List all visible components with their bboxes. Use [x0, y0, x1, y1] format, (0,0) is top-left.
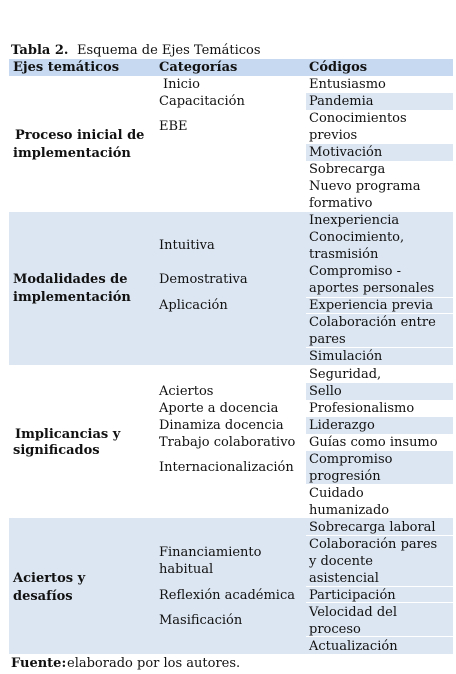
- codigo-item: previos: [309, 128, 358, 143]
- eje-label: Implicancias y: [15, 427, 121, 442]
- codigo-item: Entusiasmo: [309, 77, 386, 92]
- categoria-item: Inicio: [163, 77, 200, 92]
- codigo-item: Sobrecarga laboral: [309, 520, 436, 535]
- table-caption-title: Esquema de Ejes Temáticos: [77, 43, 261, 58]
- categoria-item: Aciertos: [159, 384, 214, 399]
- eje-label: Aciertos y: [13, 571, 86, 586]
- categoria-item: Trabajo colaborativo: [159, 435, 296, 450]
- codigo-item: pares: [309, 332, 346, 347]
- codigo-item: Pandemia: [309, 94, 374, 109]
- categoria-item: Capacitación: [159, 94, 245, 109]
- codigo-item: Sobrecarga: [309, 162, 386, 177]
- eje-label: Modalidades de: [13, 272, 128, 287]
- categoria-item: habitual: [159, 562, 214, 577]
- codigo-item: Motivación: [309, 145, 383, 160]
- categoria-item: Internacionalización: [159, 460, 294, 475]
- categoria-item: Masificación: [159, 613, 243, 628]
- categoria-item: Financiamiento: [159, 545, 262, 560]
- codigo-item: progresión: [309, 469, 381, 484]
- codigo-item: Velocidad del: [309, 605, 398, 620]
- categoria-item: EBE: [159, 119, 188, 134]
- codigo-item: proceso: [309, 622, 361, 637]
- codigo-item: Liderazgo: [309, 418, 375, 433]
- codigo-item: Conocimiento,: [309, 230, 405, 245]
- eje-label: implementación: [13, 146, 131, 161]
- codigo-item: Compromiso: [309, 452, 393, 467]
- codigo-item: Actualización: [309, 639, 398, 654]
- codigo-item: Simulación: [309, 349, 383, 364]
- categoria-item: Aplicación: [159, 298, 228, 313]
- eje-label: implementación: [13, 290, 131, 305]
- codigo-item: y docente: [309, 554, 373, 569]
- codigo-item: asistencial: [309, 571, 379, 586]
- eje-label: desafíos: [13, 589, 73, 604]
- categoria-item: Reflexión académica: [159, 588, 295, 603]
- header-categorias: Categorías: [159, 60, 238, 75]
- source-note-label: Fuente:: [11, 656, 67, 671]
- source-note-text: elaborado por los autores.: [67, 656, 241, 671]
- codigo-item: Sello: [309, 384, 342, 399]
- codigo-item: Conocimientos: [309, 111, 407, 126]
- categoria-item: Dinamiza docencia: [159, 418, 284, 433]
- codigo-item: Experiencia previa: [309, 298, 434, 313]
- categoria-item: Aporte a docencia: [159, 401, 279, 416]
- codigo-item: Compromiso -: [309, 264, 401, 279]
- codigo-item: trasmisión: [309, 247, 379, 262]
- codigo-item: Nuevo programa: [309, 179, 421, 194]
- codigo-item: aportes personales: [309, 281, 435, 296]
- table-caption-label: Tabla 2.: [11, 43, 69, 58]
- codigo-item: Guías como insumo: [309, 435, 438, 450]
- codigo-item: Colaboración pares: [309, 537, 438, 552]
- codigo-item: formativo: [309, 196, 373, 211]
- eje-label: significados: [13, 443, 100, 458]
- categoria-item: Intuitiva: [159, 238, 215, 253]
- codigo-item: humanizado: [309, 503, 390, 518]
- header-ejes: Ejes temáticos: [13, 60, 120, 75]
- codigo-item: Inexperiencia: [309, 213, 400, 228]
- codigo-item: Cuidado: [309, 486, 364, 501]
- eje-label: Proceso inicial de: [15, 128, 145, 143]
- header-codigos: Códigos: [309, 60, 368, 75]
- codigo-item: Seguridad,: [309, 367, 382, 382]
- codigo-item: Participación: [309, 588, 396, 603]
- codigo-item: Profesionalismo: [309, 401, 415, 416]
- categoria-item: Demostrativa: [159, 272, 248, 287]
- codigo-item: Colaboración entre: [309, 315, 436, 330]
